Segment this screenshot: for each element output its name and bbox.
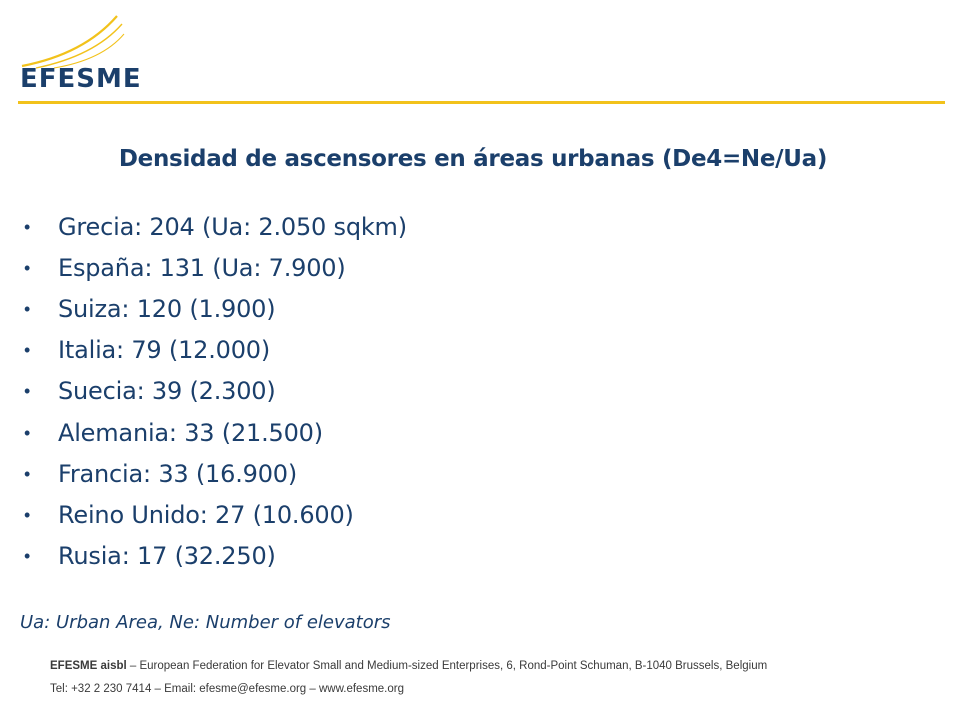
list-item: [24, 536, 407, 577]
header-divider: [18, 101, 945, 104]
list-item: [24, 453, 407, 494]
list-item: [24, 494, 407, 535]
bullet-list: [24, 206, 407, 577]
bullet-text: Reino Unido: 27 (10.600): [58, 500, 354, 529]
list-item: [24, 330, 407, 371]
logo-text: EFESME: [20, 64, 142, 94]
list-item: [24, 206, 407, 247]
bullet-icon: •: [24, 463, 31, 484]
bullet-icon: •: [24, 257, 31, 278]
footer-line-1: [50, 660, 767, 672]
bullet-text: España: 131 (Ua: 7.900): [58, 253, 346, 282]
list-item: [24, 247, 407, 288]
footer-contact: Tel: +32 2 230 7414 – Email: efesme@efesme.org – www.efesme.org: [50, 683, 404, 695]
bullet-text: Rusia: 17 (32.250): [58, 542, 276, 571]
bullet-icon: •: [24, 216, 31, 237]
footnote: Ua: Urban Area, Ne: Number of elevators: [20, 612, 391, 633]
bullet-text: Grecia: 204 (Ua: 2.050 sqkm): [58, 212, 407, 241]
bullet-icon: •: [24, 340, 31, 361]
footer-org-name: EFESME aisbl: [50, 660, 127, 672]
bullet-text: Suiza: 120 (1.900): [58, 294, 276, 323]
bullet-text: Alemania: 33 (21.500): [58, 418, 323, 447]
bullet-icon: •: [24, 546, 31, 567]
efesme-logo: [14, 10, 174, 94]
list-item: [24, 412, 407, 453]
list-item: [24, 371, 407, 412]
slide-title: Densidad de ascensores en áreas urbanas (De4=Ne/Ua): [118, 146, 828, 172]
logo-swoosh-icon: [14, 10, 174, 70]
list-item: [24, 288, 407, 329]
bullet-icon: •: [24, 298, 31, 319]
footer-address: – European Federation for Elevator Small and Medium-sized Enterprises, 6, Rond-Point Schuman, B-1040 Brussels, Belgium: [126, 660, 768, 672]
bullet-text: Francia: 33 (16.900): [58, 459, 298, 488]
bullet-icon: •: [24, 422, 31, 443]
bullet-text: Italia: 79 (12.000): [58, 336, 271, 365]
bullet-text: Suecia: 39 (2.300): [58, 377, 276, 406]
bullet-icon: •: [24, 504, 31, 525]
bullet-icon: •: [24, 381, 31, 402]
